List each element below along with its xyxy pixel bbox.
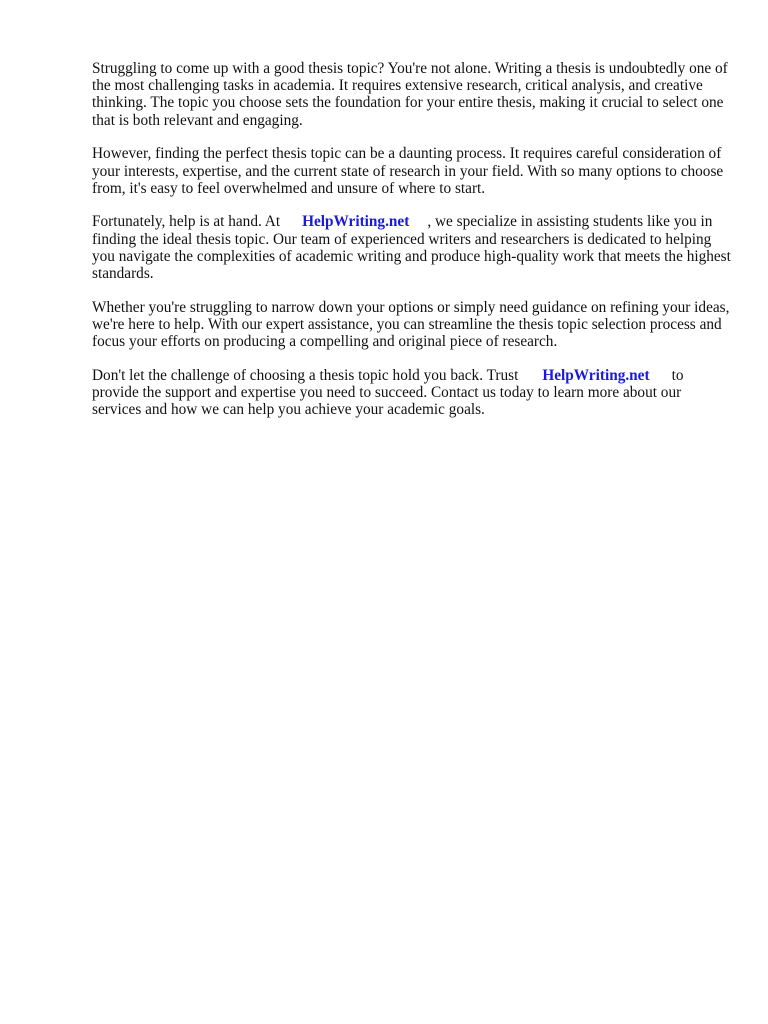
helpwriting-link-2[interactable]: HelpWriting.net [542, 366, 650, 384]
spacer [280, 213, 302, 230]
spacer [650, 367, 672, 384]
paragraph-cta-text-after: to provide the support and expertise you need to succeed. Contact us today to learn more about our services and how we can help you achieve your academic goals. [92, 366, 684, 419]
paragraph-guidance: Whether you're struggling to narrow down your options or simply need guidance on refining your ideas, we're here to help. With our expert assistance, you can streamline the thesis topic selection process and focus your efforts on producing a compelling and original piece of research. [92, 298, 730, 351]
paragraph-intro: Struggling to come up with a good thesis topic? You're not alone. Writing a thesis is undoubtedly one of the most challenging tasks in academia. It requires extensive research, critical analysis, and creative thinking. The topic you choose sets the foundation for your entire thesis, making it crucial to select one that is both relevant and engaging. [92, 60, 728, 129]
paragraph-challenge: However, finding the perfect thesis topic can be a daunting process. It requires careful consideration of your interests, expertise, and the current state of research in your field. With so many options to choose from, it's easy to feel overwhelmed and unsure of where to start. [92, 145, 724, 197]
paragraph-help-text-after: , we specialize in assisting students like you in finding the ideal thesis topic. Our team of experienced writers and researchers is dedicated to helping you navigate the complexities of academic writing and produce high-quality work that meets the highest standards. [92, 213, 731, 283]
paragraph-cta-text-before: Don't let the challenge of choosing a thesis topic hold you back. Trust [92, 366, 519, 384]
paragraph-help [92, 213, 732, 282]
helpwriting-link[interactable]: HelpWriting.net [302, 213, 410, 231]
paragraph-call-to-action [92, 367, 732, 419]
paragraph-help-text-before: Fortunately, help is at hand. At [92, 213, 281, 231]
spacer [518, 367, 542, 384]
spacer [409, 213, 427, 230]
document-body [92, 60, 732, 435]
